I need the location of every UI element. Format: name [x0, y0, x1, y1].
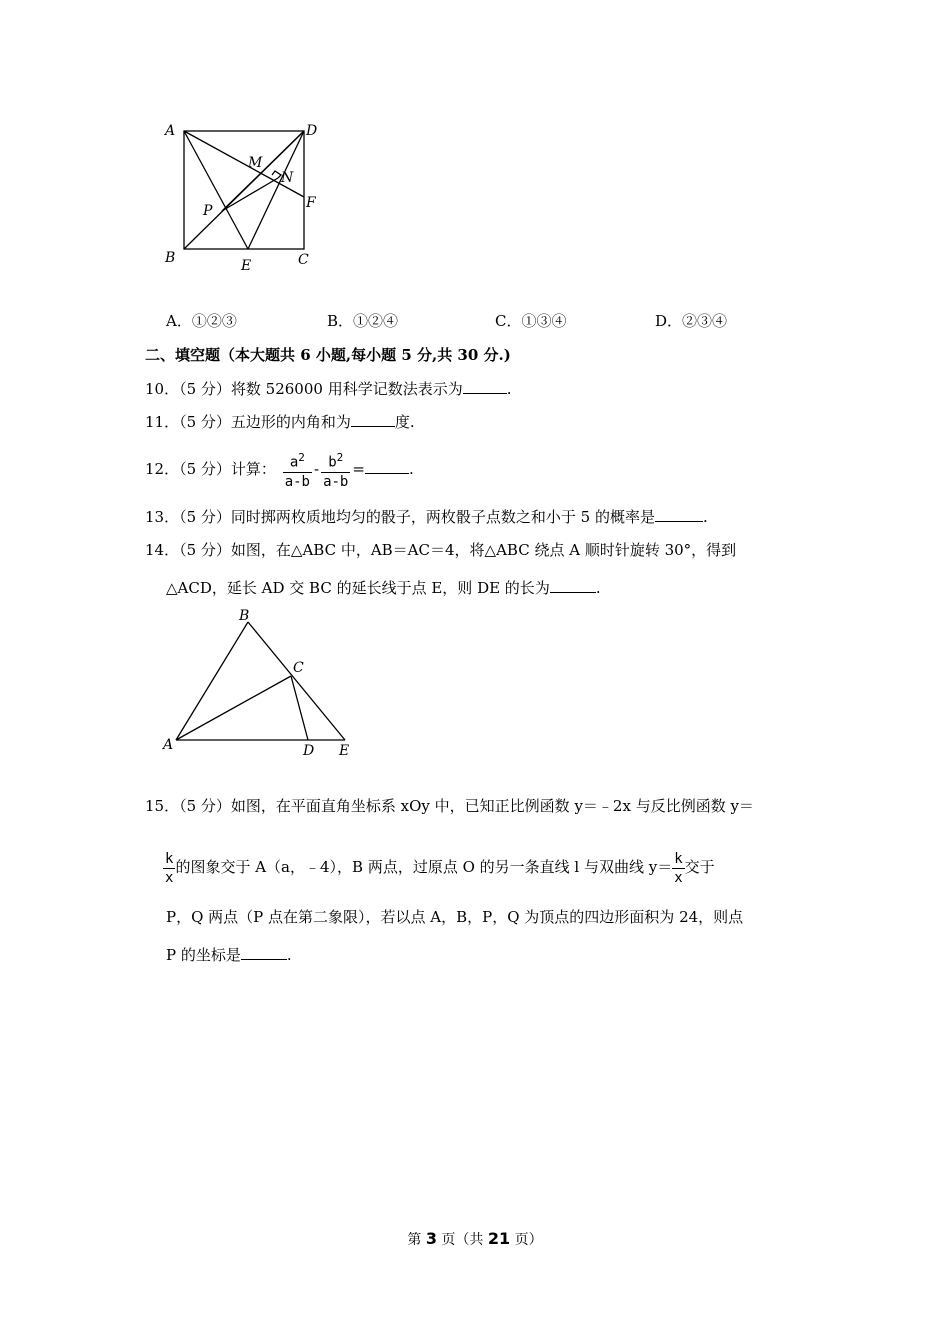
- question-text: 将数 526000 用科学记数法表示为: [230, 380, 463, 398]
- answer-blank: [655, 507, 703, 522]
- option-text: ①③④: [521, 312, 567, 330]
- frac-exponent: 2: [336, 451, 344, 465]
- frac-denominator: x: [674, 869, 683, 886]
- question-12: [145, 449, 414, 491]
- label-e: E: [241, 258, 252, 274]
- option-c: [495, 311, 567, 331]
- label-c: C: [298, 252, 309, 268]
- question-number: 14．: [145, 541, 180, 559]
- equals-sign: =: [352, 460, 365, 478]
- label-b: B: [165, 250, 176, 266]
- answer-blank: [365, 459, 409, 474]
- question-text: P 的坐标是: [166, 946, 241, 964]
- option-letter: C．: [495, 312, 522, 330]
- question-end: .: [703, 508, 708, 526]
- frac-denominator: x: [165, 869, 174, 886]
- frac-denominator: a-b: [323, 473, 349, 490]
- question-score: （5 分）: [179, 508, 231, 526]
- footer-prefix: 第: [407, 1232, 426, 1248]
- option-b: [327, 311, 398, 331]
- question-13: [145, 507, 708, 527]
- question-text: 交于: [684, 858, 715, 876]
- label-e: E: [339, 743, 350, 759]
- minus-sign: -: [314, 460, 320, 478]
- question-text: 计算：: [230, 460, 276, 478]
- question-text: 如图，在△ABC 中，AB＝AC＝4，将△ABC 绕点 A 顺时针旋转 30°，得到: [230, 541, 737, 559]
- question-end: .: [595, 579, 601, 597]
- frac-numerator: k: [674, 850, 683, 867]
- label-b: B: [239, 608, 250, 624]
- question-11: [145, 412, 415, 432]
- question-end: .: [286, 946, 292, 964]
- question-15-line4: [166, 945, 292, 965]
- question-14: [145, 540, 736, 560]
- fraction-k-over-x: [163, 850, 175, 887]
- label-a: A: [163, 737, 174, 753]
- question-score: （5 分）: [179, 460, 231, 478]
- answer-blank: [351, 412, 395, 427]
- fraction-a2: [283, 449, 312, 491]
- question-15: [145, 796, 754, 816]
- option-d: [655, 311, 727, 331]
- label-f: F: [306, 195, 316, 211]
- label-d: D: [303, 743, 315, 759]
- question-score: （5 分）: [179, 380, 231, 398]
- question-end: .: [408, 460, 414, 478]
- option-letter: A．: [166, 312, 192, 330]
- question-score: （5 分）: [179, 413, 231, 431]
- label-a: A: [165, 123, 176, 139]
- question-number: 10．: [145, 380, 180, 398]
- page-footer: [0, 1229, 950, 1249]
- fraction-k-over-x-2: [672, 850, 684, 887]
- label-n: N: [281, 170, 294, 186]
- question-15-line2: [163, 847, 715, 887]
- option-a: [166, 311, 237, 331]
- question-15-line3: [166, 907, 743, 927]
- frac-numerator: a: [289, 454, 299, 471]
- question-text: 如图，在平面直角坐标系 xOy 中，已知正比例函数 y＝﹣2x 与反比例函数 y＝: [230, 797, 754, 815]
- option-text: ②③④: [682, 312, 728, 330]
- question-text: P，Q 两点（P 点在第二象限），若以点 A，B，P，Q 为顶点的四边形面积为 24，则点: [166, 908, 744, 926]
- page-number: 3: [425, 1229, 437, 1248]
- question-text: 同时掷两枚质地均匀的骰子，两枚骰子点数之和小于 5 的概率是: [230, 508, 655, 526]
- answer-blank: [463, 379, 507, 394]
- question-end: 度.: [394, 413, 415, 431]
- question-number: 15．: [145, 797, 180, 815]
- option-letter: B．: [327, 312, 354, 330]
- label-d: D: [306, 123, 318, 139]
- option-letter: D．: [655, 312, 683, 330]
- option-text: ①②③: [191, 312, 237, 330]
- question-end: .: [506, 380, 512, 398]
- label-c: C: [293, 660, 304, 676]
- fraction-b2: [321, 449, 350, 491]
- question-text: 的图象交于 A（a，﹣4），B 两点，过原点 O 的另一条直线 l 与双曲线 y＝: [175, 858, 673, 876]
- question-10: [145, 379, 512, 399]
- label-m: M: [248, 155, 263, 171]
- answer-blank: [241, 945, 287, 960]
- figure-square-abcd: [155, 115, 335, 280]
- section-heading: 二、填空题（本大题共 6 小题,每小题 5 分,共 30 分.): [145, 346, 511, 364]
- question-number: 13．: [145, 508, 180, 526]
- frac-exponent: 2: [298, 451, 305, 465]
- question-score: （5 分）: [179, 797, 231, 815]
- question-14-line2: [166, 578, 601, 598]
- question-number: 12．: [145, 460, 180, 478]
- figure-triangles: [158, 600, 368, 765]
- question-text: △ACD，延长 AD 交 BC 的延长线于点 E，则 DE 的长为: [166, 579, 550, 597]
- answer-blank: [550, 578, 596, 593]
- label-p: P: [203, 203, 213, 219]
- frac-numerator: k: [165, 850, 174, 867]
- footer-mid: 页（共: [436, 1232, 488, 1248]
- frac-numerator: b: [328, 454, 337, 471]
- option-text: ①②④: [353, 312, 399, 330]
- question-score: （5 分）: [179, 541, 231, 559]
- frac-denominator: a-b: [284, 473, 310, 490]
- footer-suffix: 页）: [510, 1232, 543, 1248]
- total-pages: 21: [487, 1229, 511, 1248]
- question-text: 五边形的内角和为: [230, 413, 351, 431]
- question-number: 11．: [145, 413, 180, 431]
